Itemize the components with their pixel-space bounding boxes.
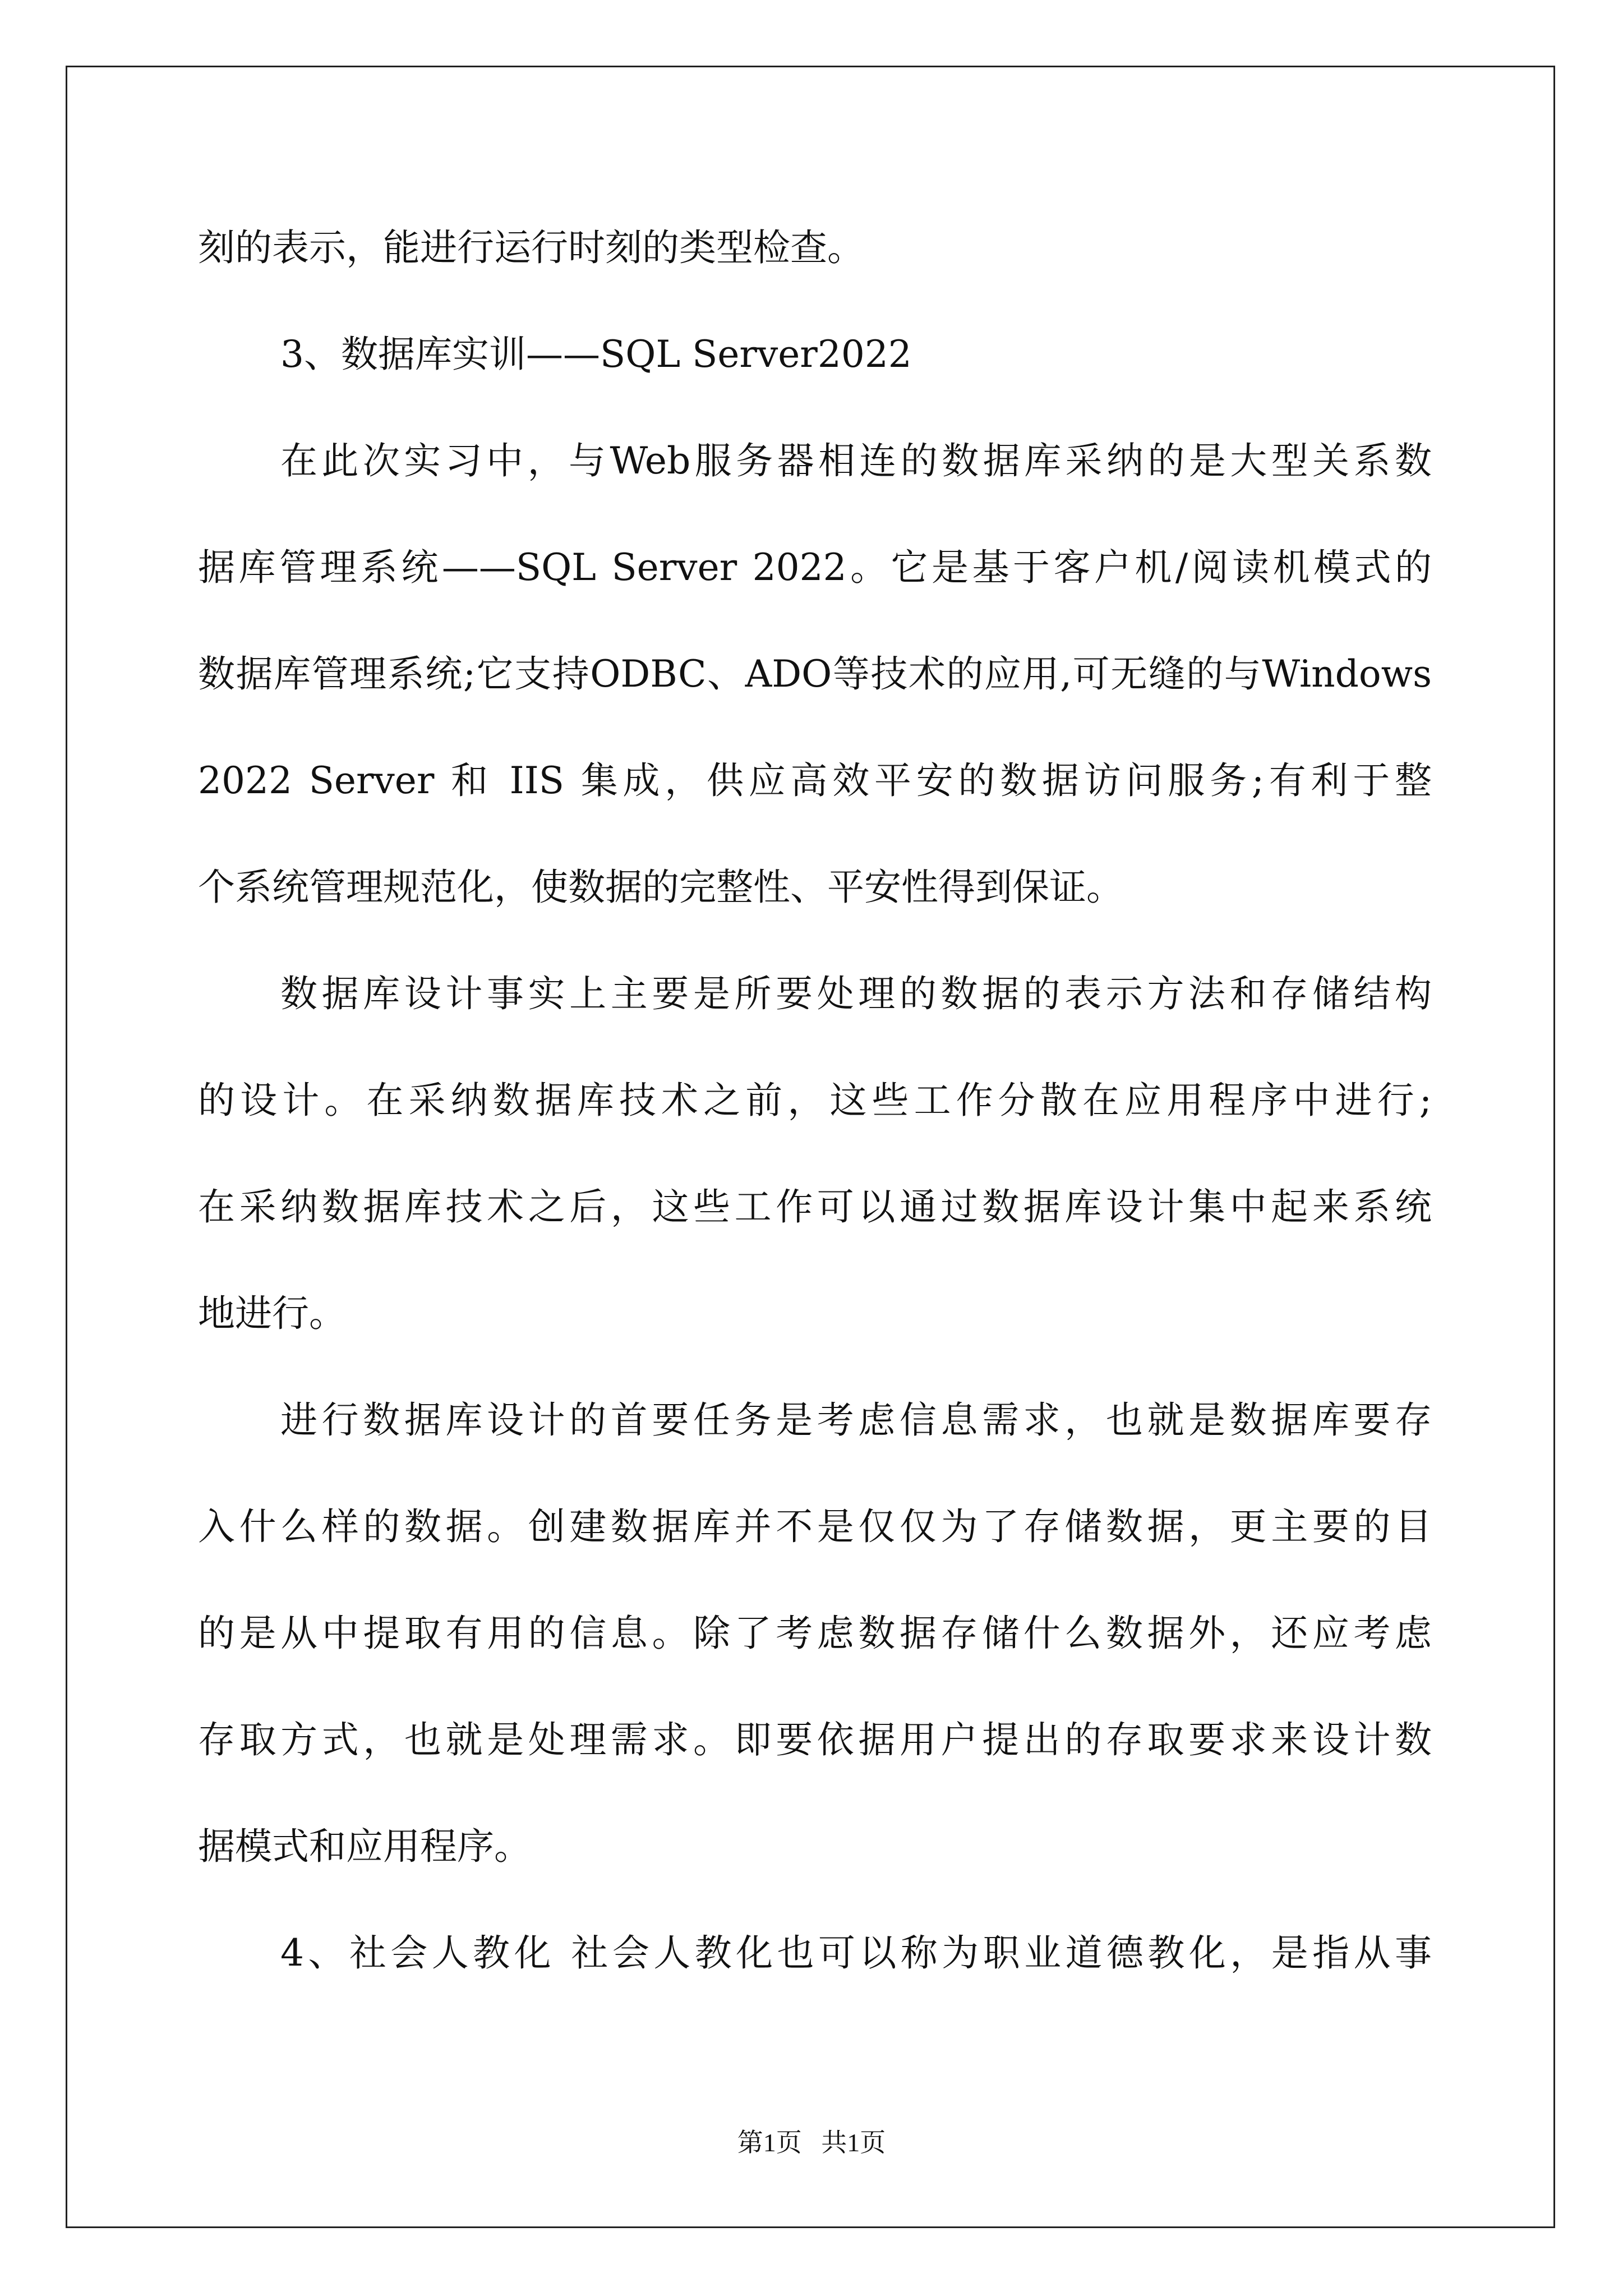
paragraph-line: 在采纳数据库技术之后，这些工作可以通过数据库设计集中起来系统	[198, 1185, 1432, 1228]
paragraph-line: 个系统管理规范化，使数据的完整性、平安性得到保证。	[198, 866, 1123, 909]
page-border	[66, 66, 1555, 2228]
paragraph-line: 数据库管理系统;它支持ODBC、ADO等技术的应用,可无缝的与Windows	[198, 652, 1432, 696]
paragraph-line: 据模式和应用程序。	[198, 1825, 531, 1868]
paragraph-line: 刻的表示，能进行运行时刻的类型检查。	[198, 226, 864, 269]
section-heading: 4、社会人教化 社会人教化也可以称为职业道德教化，是指从事	[280, 1931, 1432, 1975]
paragraph-line: 的设计。在采纳数据库技术之前，这些工作分散在应用程序中进行;	[198, 1079, 1432, 1122]
paragraph-line: 的是从中提取有用的信息。除了考虑数据存储什么数据外，还应考虑	[198, 1612, 1432, 1655]
paragraph-line: 存取方式，也就是处理需求。即要依据用户提出的存取要求来设计数	[198, 1718, 1432, 1761]
paragraph-line: 进行数据库设计的首要任务是考虑信息需求，也就是数据库要存	[280, 1398, 1432, 1442]
page-number-footer: 第1页 共1页	[737, 2128, 886, 2157]
paragraph-line: 数据库设计事实上主要是所要处理的数据的表示方法和存储结构	[280, 972, 1432, 1015]
section-heading: 3、数据库实训——SQL Server2022	[280, 333, 912, 376]
paragraph-line: 据库管理系统——SQL Server 2022。它是基于客户机/阅读机模式的	[198, 546, 1432, 589]
paragraph-line: 入什么样的数据。创建数据库并不是仅仅为了存储数据，更主要的目	[198, 1505, 1432, 1548]
paragraph-line: 2022 Server 和 IIS 集成，供应高效平安的数据访问服务;有利于整	[198, 759, 1432, 802]
paragraph-line: 在此次实习中，与Web服务器相连的数据库采纳的是大型关系数	[280, 439, 1432, 482]
paragraph-line: 地进行。	[198, 1292, 346, 1335]
